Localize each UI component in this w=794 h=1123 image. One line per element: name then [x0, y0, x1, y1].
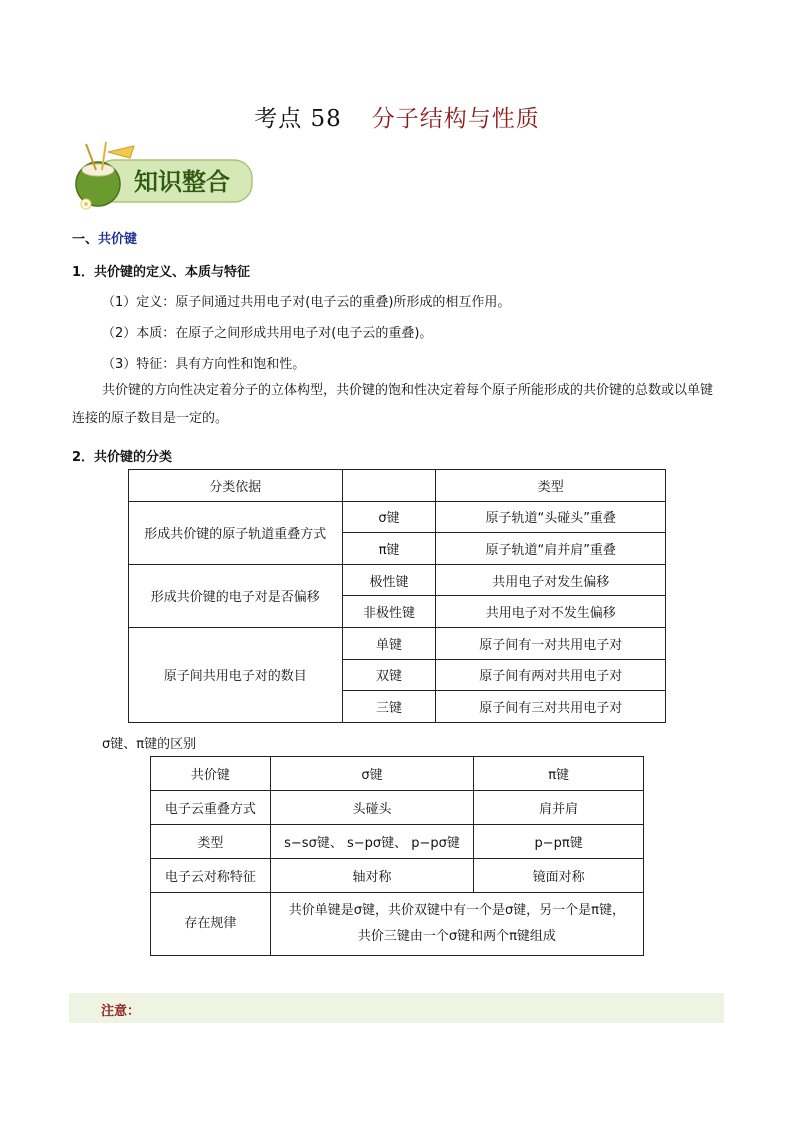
table-cell: 镜面对称: [474, 859, 644, 893]
sub1-heading: 1．共价键的定义、本质与特征: [72, 265, 251, 280]
table-cell: 头碰头: [270, 791, 474, 825]
table-cell: 极性键: [342, 564, 436, 596]
summary-paragraph: 共价键的方向性决定着分子的立体构型，共价键的饱和性决定着每个原子所能形成的共价键的总数或以单键连接的原子数目是一定的。: [72, 383, 714, 426]
table-cell: 类型: [151, 825, 271, 859]
section-heading: 一、共价键: [72, 232, 138, 247]
rule-line: 共价三键由一个σ键和两个π键组成: [357, 929, 556, 944]
table-cell: 共用电子对发生偏移: [436, 564, 666, 596]
table-cell: 轴对称: [270, 859, 474, 893]
table-cell: π键: [342, 533, 436, 565]
note-label: 注意：: [101, 1004, 141, 1019]
table-row: [151, 893, 644, 956]
table-header-cell: 共价键: [151, 757, 271, 791]
table-cell: 三键: [342, 691, 436, 723]
table-row: [129, 564, 666, 596]
knowledge-badge: [72, 140, 256, 212]
comparison-caption: σ键、π键的区别: [102, 737, 197, 752]
table-row: [129, 501, 666, 533]
table-cell: 共用电子对不发生偏移: [436, 596, 666, 628]
table-cell: 原子间有一对共用电子对: [436, 627, 666, 659]
note-box: [69, 993, 724, 1023]
table-cell: 电子云对称特征: [151, 859, 271, 893]
table-row: [151, 825, 644, 859]
table-cell: p−pπ键: [474, 825, 644, 859]
table-cell: 原子轨道“肩并肩”重叠: [436, 533, 666, 565]
badge-label: 知识整合: [134, 167, 230, 196]
feature-item: （3）特征：具有方向性和饱和性。: [102, 357, 306, 372]
table-cell: 存在规律: [151, 893, 271, 956]
table-cell: 原子轨道“头碰头”重叠: [436, 501, 666, 533]
table-header-cell: π键: [474, 757, 644, 791]
page-title: [0, 100, 794, 133]
table-row: [129, 470, 666, 502]
table-cell: 原子间有两对共用电子对: [436, 659, 666, 691]
table-cell: 单键: [342, 627, 436, 659]
table-cell: 形成共价键的电子对是否偏移: [129, 564, 343, 627]
table-cell: 原子间共用电子对的数目: [129, 627, 343, 722]
table-cell: 原子间有三对共用电子对: [436, 691, 666, 723]
sub2-heading: 2．共价键的分类: [72, 450, 173, 465]
title-topic: 分子结构与性质: [371, 106, 540, 132]
rule-cell: [270, 893, 643, 956]
table-cell: s−sσ键、 s−pσ键、 p−pσ键: [270, 825, 474, 859]
table-cell: 电子云重叠方式: [151, 791, 271, 825]
table-cell: 肩并肩: [474, 791, 644, 825]
definition-item: （1）定义：原子间通过共用电子对(电子云的重叠)所形成的相互作用。: [102, 295, 511, 310]
table-header-cell: σ键: [270, 757, 474, 791]
table-cell: 形成共价键的原子轨道重叠方式: [129, 501, 343, 564]
rule-line: 共价单键是σ键，共价双键中有一个是σ键，另一个是π键，: [288, 903, 626, 918]
table-cell: σ键: [342, 501, 436, 533]
table-row: [151, 859, 644, 893]
table-header-cell: [342, 470, 436, 502]
title-number: 考点 58: [254, 106, 342, 132]
sigma-pi-table: [150, 756, 644, 956]
table-header-cell: 分类依据: [129, 470, 343, 502]
table-header-cell: 类型: [436, 470, 666, 502]
table-cell: 非极性键: [342, 596, 436, 628]
table-row: [129, 627, 666, 659]
table-row: [151, 791, 644, 825]
essence-item: （2）本质：在原子之间形成共用电子对(电子云的重叠)。: [102, 326, 433, 341]
table-cell: 双键: [342, 659, 436, 691]
table-row: [151, 757, 644, 791]
classification-table: [128, 469, 666, 723]
